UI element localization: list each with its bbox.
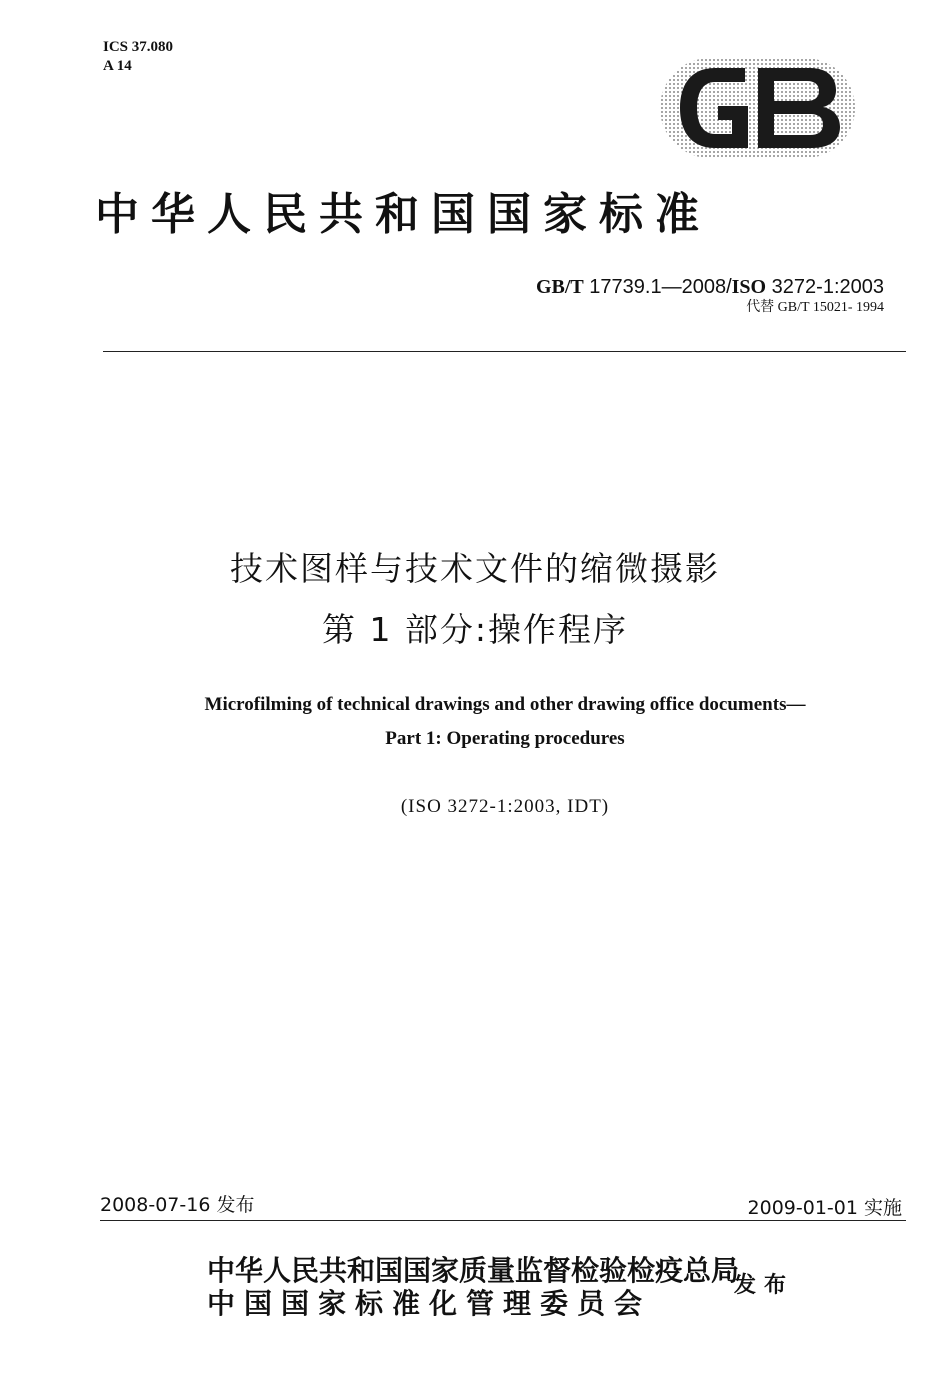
iso-label: ISO xyxy=(731,276,767,298)
iso-number: 3272-1:2003 xyxy=(771,276,884,298)
classification-codes xyxy=(103,38,173,76)
header-divider xyxy=(103,351,906,352)
chinese-title-line1: 技术图样与技术文件的缩微摄影 xyxy=(230,549,720,588)
issuer-aqsiq: 中华人民共和国国家质量监督检验检疫总局 xyxy=(207,1254,740,1287)
ccs-code: A 14 xyxy=(103,58,132,74)
issue-label: 发布 xyxy=(734,1272,795,1298)
issuer-sac: 中国国家标准化管理委员会 xyxy=(207,1287,652,1320)
chinese-title-line2: 第 1 部分:操作程序 xyxy=(321,610,629,649)
replaces-note: 代替 GB/T 15021- 1994 xyxy=(746,300,884,315)
gb-logo xyxy=(660,58,855,158)
english-title-line1: Microfilming of technical drawings and other drawing office documents— xyxy=(204,694,806,715)
standard-prefix: GB/T xyxy=(535,276,584,298)
effective-date: 2009-01-01 实施 xyxy=(747,1197,902,1219)
footer-divider xyxy=(100,1220,906,1221)
issue-date: 2008-07-16 发布 xyxy=(100,1194,255,1216)
ics-code: ICS 37.080 xyxy=(103,39,174,55)
standard-number-main: 17739.1—2008/ xyxy=(589,276,732,298)
iso-equivalence: (ISO 3272-1:2003, IDT) xyxy=(400,796,610,817)
national-standard-title: 中华人民共和国国家标准 xyxy=(95,189,711,240)
standard-number xyxy=(536,275,884,299)
english-title-line2: Part 1: Operating procedures xyxy=(385,728,625,749)
